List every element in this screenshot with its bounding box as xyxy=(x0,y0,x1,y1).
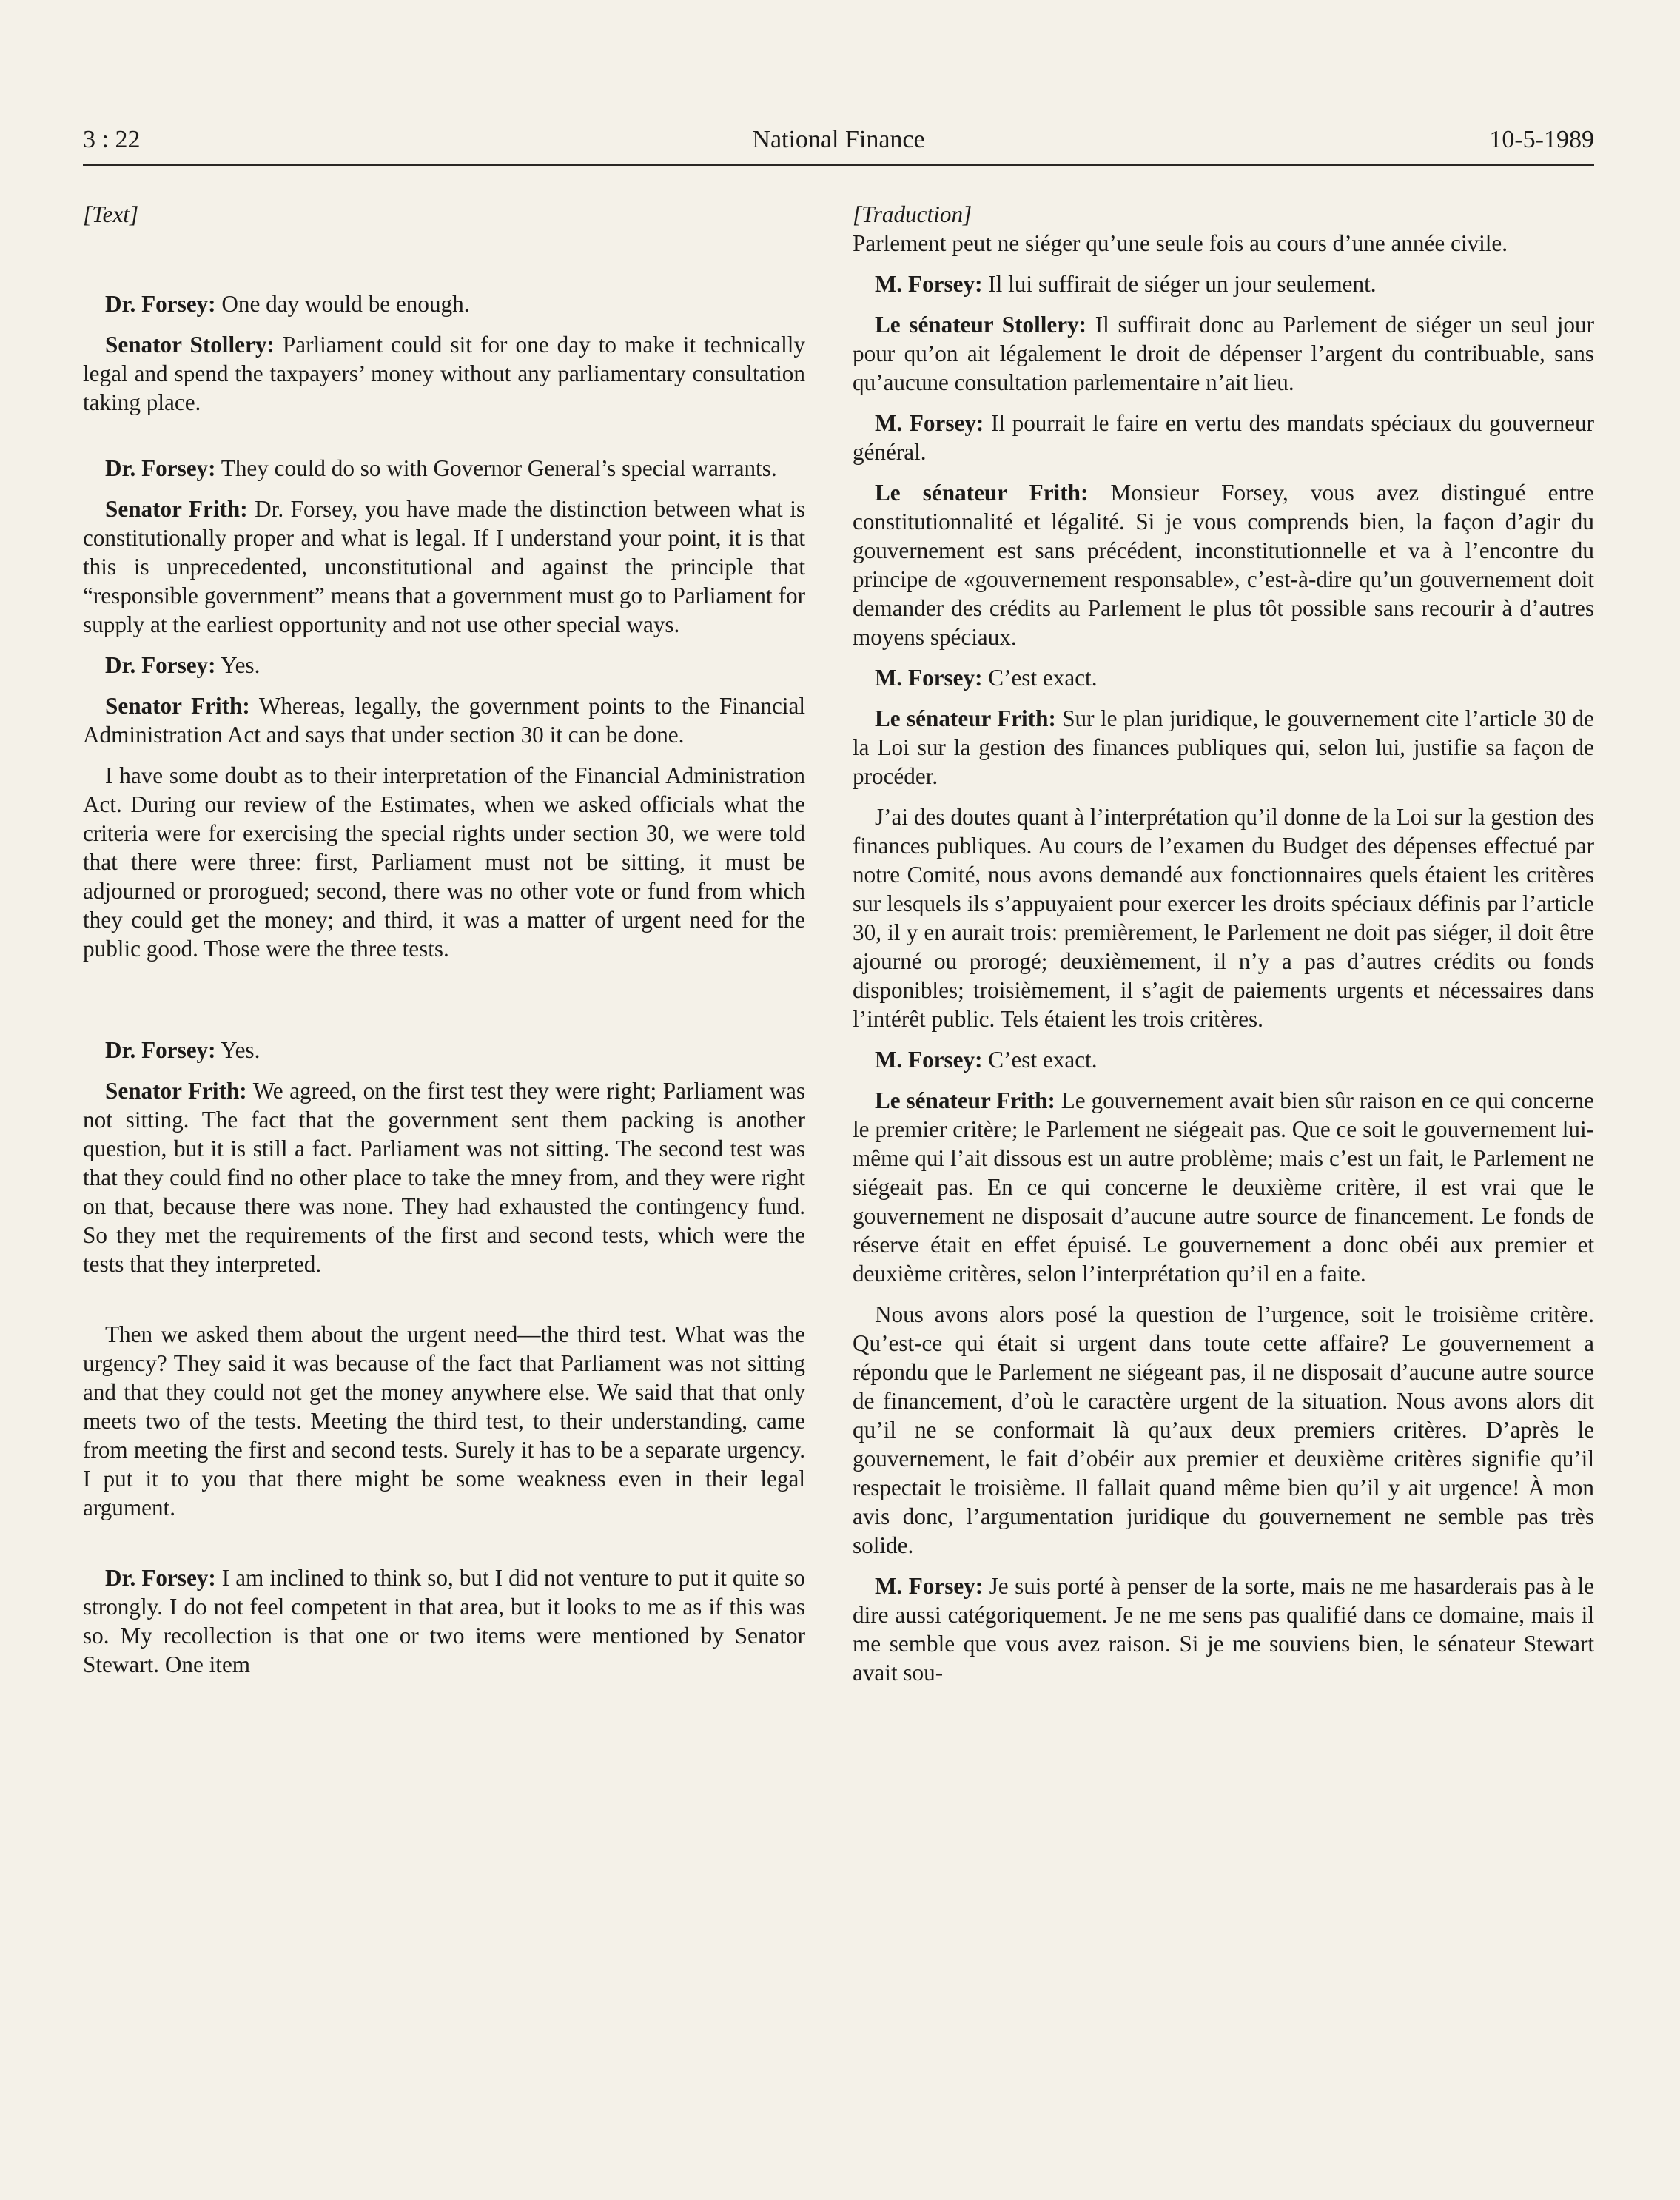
speaker-name: Senator Frith: xyxy=(105,693,250,719)
speaker-name: Dr. Forsey: xyxy=(105,652,216,678)
speech-text: Dr. Forsey, you have made the distinction between what is constitutionally proper and what is legal. If I understand your point, it is that this is unprecedented, unconstitutional and against the principle that “responsible government” means that a government must go to Parliament for supply at the earliest opportunity and not use other special ways. xyxy=(83,496,806,637)
transcript-paragraph xyxy=(83,1563,805,1679)
transcript-paragraph xyxy=(853,704,1594,791)
page-date: 10-5-1989 xyxy=(1489,126,1594,153)
speaker-name: M. Forsey: xyxy=(875,410,984,436)
transcript-paragraph xyxy=(83,454,805,483)
speech-text: Nous avons alors posé la question de l’urgence, soit le troisième critère. Qu’est-ce qui était si urgent dans toute cette affaire? Le gouvernement a répondu que le Parlement ne siégeant pas, il ne disposait d’aucune autre source de financement, d’où le caractère urgent de la situation. Nous avons alors dit qu’il ne se conformait là qu’aux deux premiers critères. D’après le gouvernement, le fait d’obéir aux premier et deuxième critères signifie qu’il respectait le troisième. Il fallait quand même bien qu’il y ait urgence! À mon avis donc, l’argumentation juridique du gouvernement ne semble pas très solide. xyxy=(853,1301,1594,1558)
transcript-paragraph xyxy=(853,478,1594,651)
transcript-paragraph xyxy=(83,289,805,318)
french-column xyxy=(853,200,1594,1699)
speaker-name: Dr. Forsey: xyxy=(105,455,216,481)
speech-text: I have some doubt as to their interpretation of the Financial Administration Act. During our review of the Estimates, when we asked officials what the criteria were for exercising the special rights under section 30, we were told that there were three: first, Parliament must not be sitting, it must be adjourned or prorogued; second, there was no other vote or fund from which they could get the money; and third, it was a matter of urgent need for the public good. Those were the three tests. xyxy=(83,762,805,962)
speech-text: One day would be enough. xyxy=(215,291,470,317)
transcript-paragraph xyxy=(83,330,805,417)
speaker-name: Dr. Forsey: xyxy=(105,291,216,317)
transcript-paragraph xyxy=(853,802,1594,1033)
speech-text: Then we asked them about the urgent need—the third test. What was the urgency? They said it was because of the fact that Parliament was not sitting and that they could not get the money anywhere else. We said that that only meets two of the tests. Meeting the third test, to their understanding, came from meeting the first and second tests. Surely it has to be a separate urgency. I put it to you that there might be some weakness even in their legal argument. xyxy=(83,1321,805,1520)
speech-text: They could do so with Governor General’s special warrants. xyxy=(215,455,777,481)
transcript-paragraph xyxy=(83,1076,805,1278)
speech-text: C’est exact. xyxy=(982,665,1098,691)
speaker-name: Dr. Forsey: xyxy=(105,1037,216,1063)
transcript-paragraph xyxy=(83,691,805,749)
transcript-paragraph xyxy=(83,761,805,963)
speaker-name: M. Forsey: xyxy=(875,665,983,691)
speech-text: Parlement peut ne siéger qu’une seule fois au cours d’une année civile. xyxy=(853,230,1508,256)
speech-text: C’est exact. xyxy=(982,1047,1098,1073)
transcript-paragraph xyxy=(853,310,1594,397)
speech-text: We agreed, on the first test they were right; Parliament was not sitting. The fact that the government sent them packing is another question, but it is still a fact. Parliament was not sitting. The second test was that they could find no other place to take the mney from, and they were right on that, because there was none. They had exhausted the contingency fund. So they met the requirements of the first and second tests, which were the tests that they interpreted. xyxy=(83,1078,805,1277)
transcript-paragraph xyxy=(83,494,805,639)
speech-text: J’ai des doutes quant à l’interprétation qu’il donne de la Loi sur la gestion des finances publiques. Au cours de l’examen du Budget des dépenses effectué par notre Comité, nous avons demandé aux fonctionnaires quels étaient les critères sur lesquels ils s’appuyaient pour exercer les droits spéciaux définis par l’article 30, il y en aurait trois: premièrement, le Parlement ne doit pas siéger, il doit être ajourné ou prorogé; deuxièmement, il n’y a pas d’autres crédits ou fonds disponibles; troisièmement, il s’agit de paiements urgents et nécessaires dans l’intérêt public. Tels étaient les trois critères. xyxy=(853,804,1594,1032)
speaker-name: Dr. Forsey: xyxy=(105,1565,216,1591)
speaker-name: M. Forsey: xyxy=(875,1047,983,1073)
speech-text: Il suffirait donc au Parlement de siéger un seul jour pour qu’on ait légalement le droit de dépenser l’argent du contribuable, sans qu’aucune consultation parlementaire n’ait lieu. xyxy=(853,312,1595,395)
page-header xyxy=(83,126,1594,164)
transcript-paragraph xyxy=(853,663,1594,692)
transcript-paragraph xyxy=(853,229,1594,258)
speech-text: Monsieur Forsey, vous avez distingué entre constitutionnalité et légalité. Si je vous comprends bien, la façon d’agir du gouvernement est sans précédent, inconstitutionnelle et va à l’encontre du principe de «gouvernement responsable», c’est-à-dire qu’un gouvernement doit demander des crédits au Parlement le plus tôt possible sans recourir à d’autres moyens spéciaux. xyxy=(853,480,1594,650)
column-label-translation: [Traduction] xyxy=(853,201,972,227)
transcript-paragraph xyxy=(853,1300,1594,1560)
speaker-name: Senator Frith: xyxy=(105,496,248,522)
speech-text: Il pourrait le faire en vertu des mandats spéciaux du gouverneur général. xyxy=(853,410,1594,465)
speech-text: Whereas, legally, the government points to the Financial Administration Act and says that under section 30 it can be done. xyxy=(83,693,805,748)
speech-text: Je suis porté à penser de la sorte, mais ne me hasarderais pas à le dire aussi catégoriquement. Je ne me sens pas qualifié dans ce domaine, mais il me semble que vous avez raison. Si je me souviens bien, le sénateur Stewart avait sou- xyxy=(853,1573,1594,1686)
speech-text: Parliament could sit for one day to make it technically legal and spend the taxpayers’ money without any parliamentary consultation taking place. xyxy=(83,332,805,415)
speaker-name: M. Forsey: xyxy=(875,271,983,297)
transcript-paragraph xyxy=(83,1036,805,1064)
speech-text: Sur le plan juridique, le gouvernement cite l’article 30 de la Loi sur la gestion des finances publiques qui, selon lui, justifie sa façon de procéder. xyxy=(853,705,1594,789)
transcript-paragraph xyxy=(853,1572,1594,1687)
speaker-name: Senator Frith: xyxy=(105,1078,247,1104)
speaker-name: Le sénateur Frith: xyxy=(875,1087,1055,1113)
column-label-text: [Text] xyxy=(83,201,139,227)
speaker-name: Le sénateur Frith: xyxy=(875,480,1089,506)
transcript-paragraph xyxy=(853,1086,1594,1288)
speaker-name: Senator Stollery: xyxy=(105,332,275,358)
transcript-paragraph xyxy=(853,269,1594,298)
speaker-name: M. Forsey: xyxy=(875,1573,984,1599)
page-number: 3 : 22 xyxy=(83,126,141,153)
transcript-paragraph xyxy=(83,1320,805,1522)
publication-title: National Finance xyxy=(752,126,925,153)
english-column xyxy=(83,200,805,1691)
speech-text: Yes. xyxy=(215,1037,261,1063)
speaker-name: Le sénateur Frith: xyxy=(875,705,1056,731)
speech-text: Yes. xyxy=(215,652,261,678)
speech-text: I am inclined to think so, but I did not venture to put it quite so strongly. I do not feel competent in that area, but it looks to me as if this was so. My recollection is that one or two items were mentioned by Senator Stewart. One item xyxy=(83,1565,805,1677)
speaker-name: Le sénateur Stollery: xyxy=(875,312,1087,338)
transcript-paragraph xyxy=(853,1045,1594,1074)
transcript-paragraph xyxy=(83,651,805,680)
header-rule xyxy=(83,164,1594,166)
speech-text: Le gouvernement avait bien sûr raison en ce qui concerne le premier critère; le Parlement ne siégeait pas. Que ce soit le gouvernement lui-même qui l’ait dissous est un autre problème; mais c’est un fait, le Parlement ne siégeait pas. En ce qui concerne le deuxième critère, il est vrai que le gouvernement ne disposait d’aucune autre source de financement. Le fonds de réserve était en effet épuisé. Le gouvernement a donc obéi aux premier et deuxième critères, selon l’interprétation qu’il en a faite. xyxy=(853,1087,1594,1287)
transcript-paragraph xyxy=(853,409,1594,466)
speech-text: Il lui suffirait de siéger un jour seulement. xyxy=(982,271,1377,297)
